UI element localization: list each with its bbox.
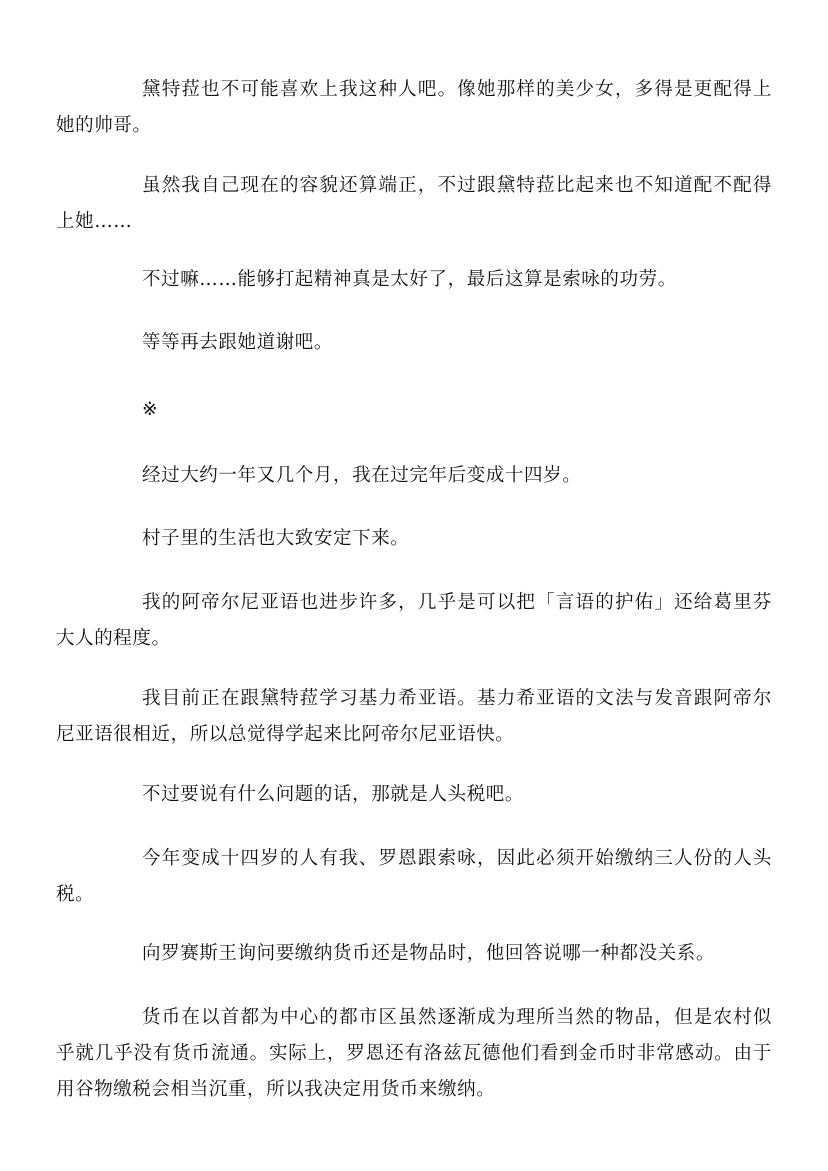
paragraph: 今年变成十四岁的人有我、罗恩跟索咏，因此必须开始缴纳三人份的人头税。 (56, 848, 772, 905)
scene-break-symbol: ※ (142, 399, 159, 420)
paragraph: 不过要说有什么问题的话，那就是人头税吧。 (142, 784, 525, 805)
paragraph: 我目前正在跟黛特菈学习基力希亚语。基力希亚语的文法与发音跟阿帝尔尼亚语很相近，所以总觉得学起来比阿帝尔尼亚语快。 (56, 688, 772, 745)
paragraph: 黛特菈也不可能喜欢上我这种人吧。像她那样的美少女，多得是更配得上她的帅哥。 (56, 79, 772, 136)
paragraph: 货币在以首都为中心的都市区虽然逐渐成为理所当然的物品，但是农村似乎就几乎没有货币流通。实际上，罗恩还有洛兹瓦德他们看到金币时非常感动。由于用谷物缴税会相当沉重，所以我决定用货币来缴纳。 (56, 1007, 772, 1100)
paragraph: 经过大约一年又几个月，我在过完年后变成十四岁。 (142, 465, 582, 486)
paragraph: 等等再去跟她道谢吧。 (142, 332, 334, 353)
paragraph: 虽然我自己现在的容貌还算端正，不过跟黛特菈比起来也不知道配不配得上她…… (56, 175, 772, 232)
paragraph: 向罗赛斯王询问要缴纳货币还是物品时，他回答说哪一种都没关系。 (142, 943, 716, 964)
paragraph: 不过嘛……能够打起精神真是太好了，最后这算是索咏的功劳。 (142, 269, 677, 290)
paragraph: 村子里的生活也大致安定下来。 (142, 528, 410, 549)
paragraph: 我的阿帝尔尼亚语也进步许多，几乎是可以把「言语的护佑」还给葛里芬大人的程度。 (56, 592, 772, 649)
